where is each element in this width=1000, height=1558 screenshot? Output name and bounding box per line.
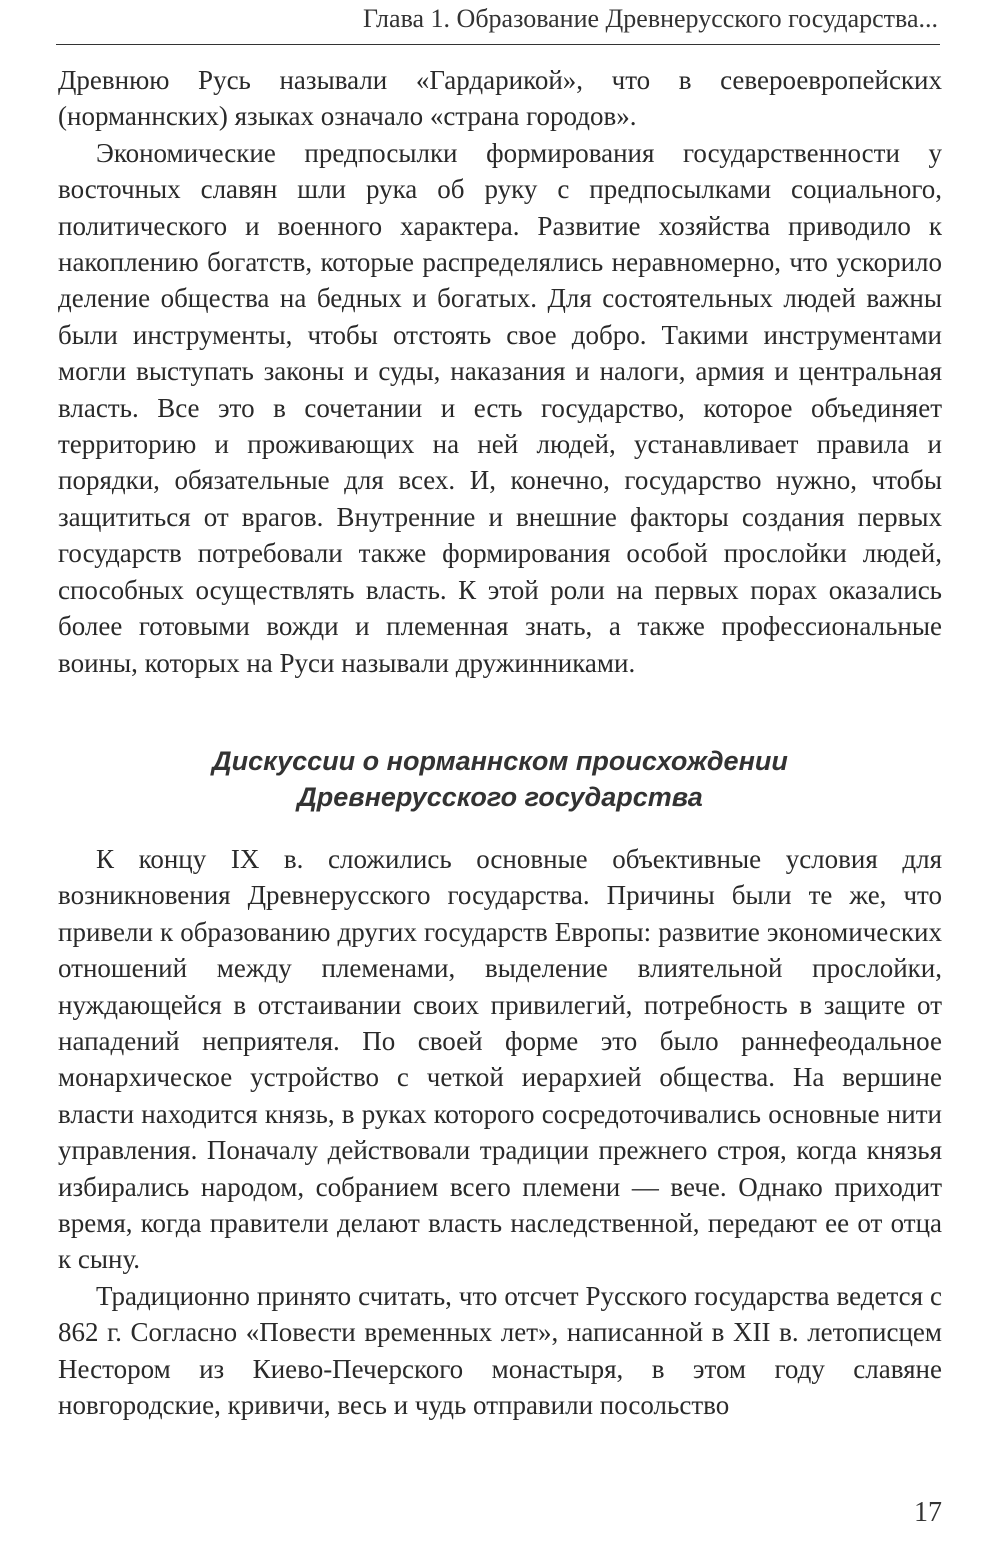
paragraph-economic-preconditions: Экономические предпосылки формирования государственности у восточных славян шли рука об руку с предпосылками социального, политического и военного характера. Развитие хозяйства приводило к накоплению богатств, которые распределялись неравномерно, что ускорило деление общества на бедных и богатых. Для состоятельных людей важны были инструменты, чтобы отстоять свое добро. Такими инструментами могли выступать законы и суды, наказания и налоги, армия и центральная власть. Все это в сочетании и есть государство, которое объединяет территорию и проживающих на ней людей, устанавливает правила и порядки, обязательные для всех. И, конечно, государство нужно, чтобы защититься от врагов. Внутренние и внешние факторы создания первых государств потребовали также формирования особой прослойки людей, способных осуществлять власть. К этой роли на первых порах оказались более готовыми вожди и племенная знать, а также профессиональные воины, которых на Руси называли дружинниками. <box>58 137 942 678</box>
section-title <box>58 743 942 815</box>
page-number: 17 <box>914 1497 942 1528</box>
paragraph-gardarika: Древнюю Русь называли «Гардарикой», что в североевропейских (норманнских) языках означало «страна городов». <box>58 65 942 132</box>
header-rule <box>56 44 940 45</box>
paragraph-ninth-century: К концу IX в. сложились основные объективные условия для возникновения Древнерусского государства. Причины были те же, что привели к образованию других государств Европы: развитие экономических отношений между племенами, выделение влиятельной прослойки, нуждающейся в отстаивании своих привилегий, потребность в защите от нападений неприятеля. По своей форме это было раннефеодальное монархическое устройство с четкой иерархией общества. На вершине власти находится князь, в руках которого сосредоточивались основные нити управления. Поначалу действовали традиции прежнего строя, когда князья избирались народом, собранием всего племени — вече. Однако приходит время, когда правители делают власть наследственной, передают ее от отца к сыну. <box>58 843 942 1275</box>
section-title-line-2: Древнерусского государства <box>297 781 703 812</box>
section-title-line-1: Дискуссии о норманнском происхождении <box>212 745 788 776</box>
running-header: Глава 1. Образование Древнерусского государства... <box>362 4 938 33</box>
paragraph-862: Традиционно принято считать, что отсчет Русского государства ведется с 862 г. Согласно «Повести временных лет», написанной в XII в. летописцем Нестором из Киево-Печерского монастыря, в этом году славяне новгородские, кривичи, весь и чудь отправили посольство <box>58 1280 942 1420</box>
body-text <box>58 62 942 1423</box>
